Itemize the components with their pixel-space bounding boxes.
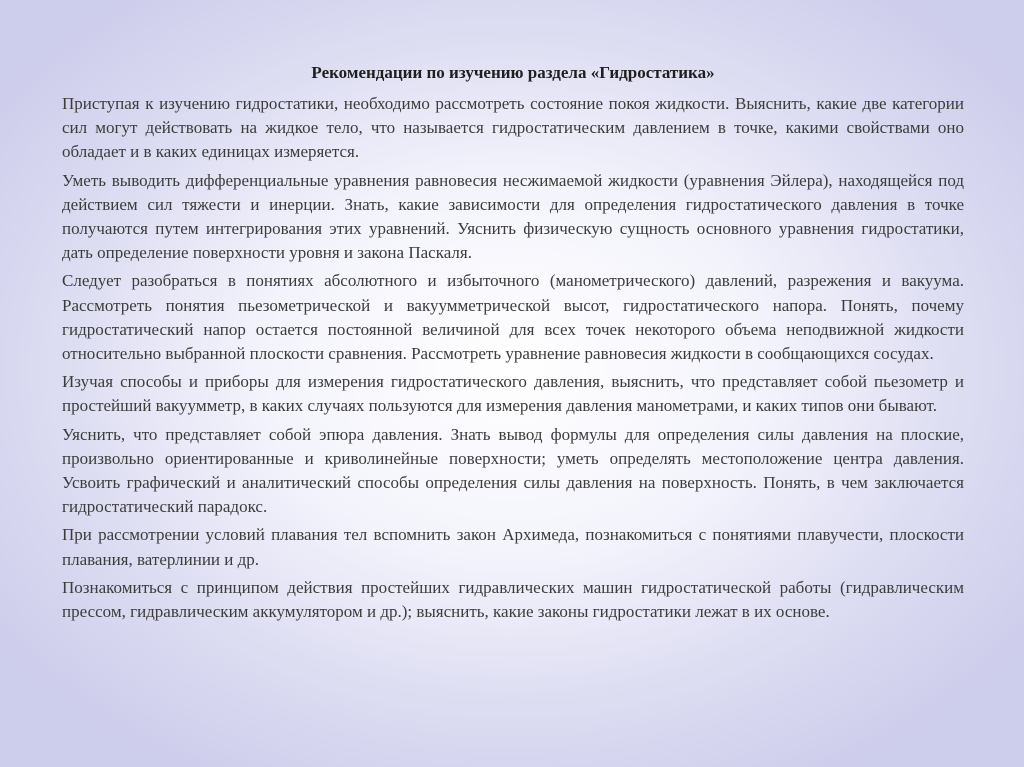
- paragraph-intro: Приступая к изучению гидростатики, необходимо рассмотреть состояние покоя жидкости. Выяснить, какие две категории сил могут действовать на жидкое тело, что называется гидростатическим давлением в точке, какими свойствами оно обладает и в каких единицах измеряется.: [62, 94, 964, 162]
- paragraph-pressure-diagram: Уяснить, что представляет собой эпюра давления. Знать вывод формулы для определения силы давления на плоские, произвольно ориентированные и криволинейные поверхности; уметь определять местоположение центра давления. Усвоить графический и аналитический способы определения силы давления на поверхность. Понять, в чем заключается гидростатический парадокс.: [62, 424, 964, 517]
- paragraph-floating-bodies: При рассмотрении условий плавания тел вспомнить закон Архимеда, познакомиться с понятиями плавучести, плоскости плавания, ватерлинии и др.: [62, 525, 964, 569]
- paragraph-pressure-concepts: Следует разобраться в понятиях абсолютного и избыточного (манометрического) давлений, разрежения и вакуума. Рассмотреть понятия пьезометрической и вакуумметрической высот, гидростатического напора. Понять, почему гидростатический напор остается постоянной величиной для всех точек некоторого объема неподвижной жидкости относительно выбранной плоскости сравнения. Рассмотреть уравнение равновесия жидкости в сообщающихся сосудах.: [62, 271, 964, 364]
- page-title: Рекомендации по изучению раздела «Гидростатика»: [311, 63, 715, 82]
- paragraph-measuring-instruments: Изучая способы и приборы для измерения гидростатического давления, выяснить, что представляет собой пьезометр и простейший вакуумметр, в каких случаях пользуются для измерения давления манометрами, и каких типов они бывают.: [62, 372, 964, 416]
- slide-content: [62, 60, 964, 628]
- paragraph-euler-equations: Уметь выводить дифференциальные уравнения равновесия несжимаемой жидкости (уравнения Эйлера), находящейся под действием сил тяжести и инерции. Знать, какие зависимости для определения гидростатического давления в точке получаются путем интегрирования этих уравнений. Уяснить физическую сущность основного уравнения гидростатики, дать определение поверхности уровня и закона Паскаля.: [62, 170, 964, 263]
- paragraph-hydraulic-machines: Познакомиться с принципом действия простейших гидравлических машин гидростатической работы (гидравлическим прессом, гидравлическим аккумулятором и др.); выяснить, какие законы гидростатики лежат в их основе.: [62, 577, 964, 622]
